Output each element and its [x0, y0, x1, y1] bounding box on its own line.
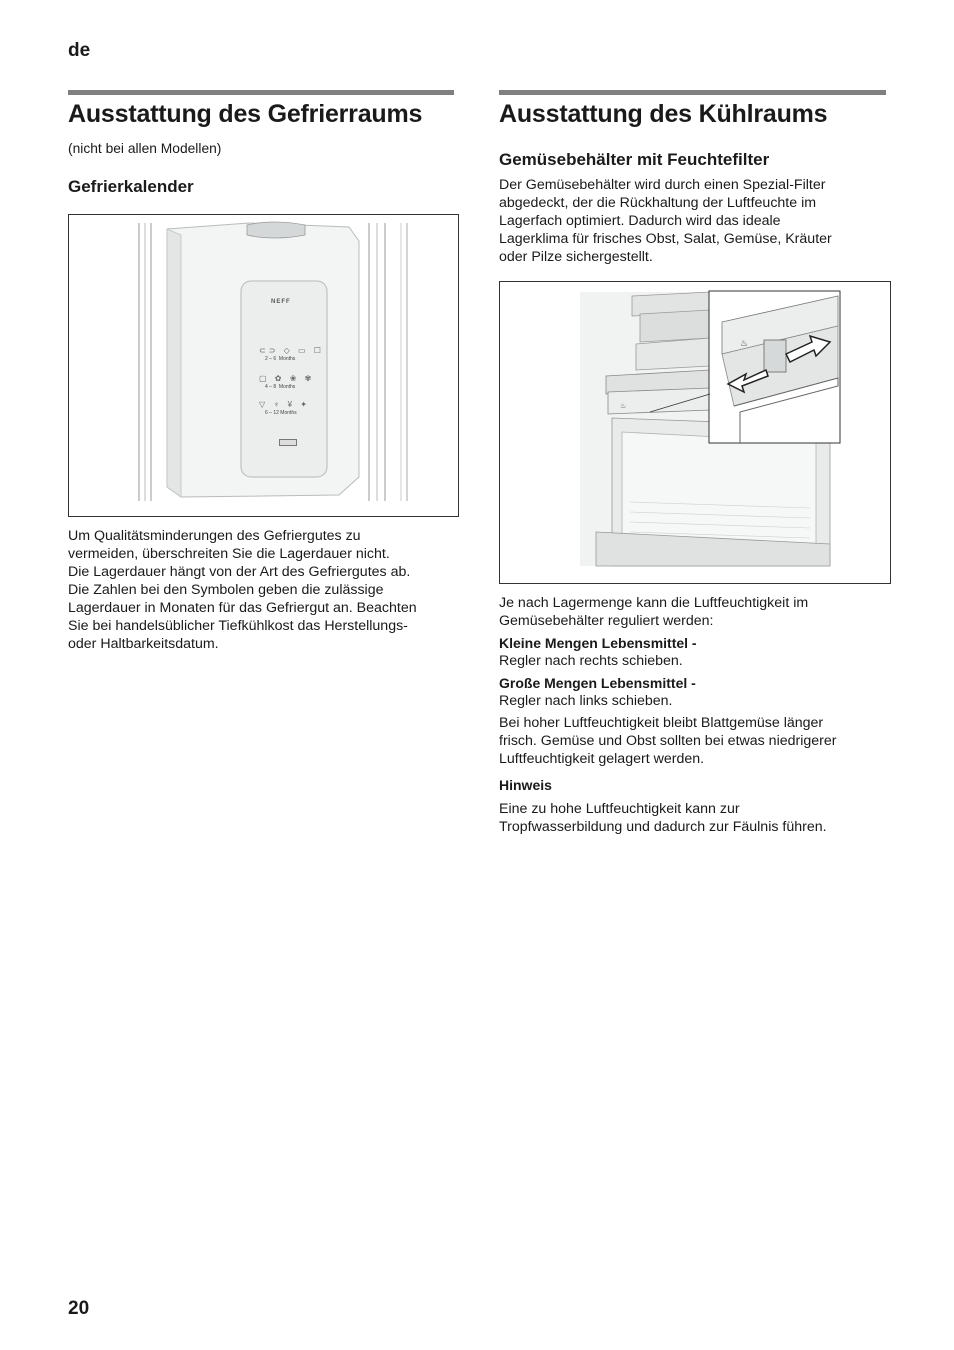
language-label: de [68, 40, 91, 61]
svg-text:♨: ♨ [740, 338, 749, 348]
vegetable-container-heading: Gemüsebehälter mit Feuchtefilter [499, 150, 770, 169]
paragraph-line: vermeiden, überschreiten Sie die Lagerdauer nicht. [68, 546, 390, 562]
freezer-calendar-figure [68, 214, 459, 517]
months-label-2: 4 – 8 Months [265, 384, 296, 390]
left-title-rule [68, 90, 454, 95]
paragraph-line: Luftfeuchtigkeit gelagert werden. [499, 751, 705, 767]
svg-text:♨: ♨ [620, 403, 627, 410]
paragraph-line: Gemüsebehälter reguliert werden: [499, 613, 714, 629]
right-title-rule [499, 90, 886, 95]
paragraph-line: Eine zu hohe Luftfeuchtigkeit kann zur [499, 801, 740, 817]
left-page-title: Ausstattung des Gefrierraums [68, 100, 423, 128]
freezer-calendar-illustration [69, 215, 458, 516]
small-quantities-text: Regler nach rechts schieben. [499, 653, 683, 669]
humidity-intro [499, 594, 891, 630]
vegetable-drawer-illustration [500, 282, 890, 583]
vegetable-container-figure [499, 281, 891, 584]
paragraph-line: frisch. Gemüse und Obst sollten bei etwas niedrigerer [499, 733, 837, 749]
months-label-3: 6 – 12 Months [265, 410, 297, 416]
hint-text [499, 800, 891, 836]
paragraph-line: Tropfwasserbildung und dadurch zur Fäulnis führen. [499, 819, 827, 835]
paragraph-line: Bei hoher Luftfeuchtigkeit bleibt Blattgemüse länger [499, 715, 824, 731]
left-subtitle: (nicht bei allen Modellen) [68, 141, 222, 156]
paragraph-line: Sie bei handelsüblicher Tiefkühlkost das Herstellungs- [68, 618, 408, 634]
food-icons-row-2: ▢ ✿ ❀ ✾ [259, 374, 315, 383]
paragraph-line: Lagerfach optimiert. Dadurch wird das ideale [499, 213, 781, 229]
brand-logo-text: NEFF [271, 299, 291, 305]
right-page-title: Ausstattung des Kühlraums [499, 100, 828, 128]
large-quantities-label: Große Mengen Lebensmittel - [499, 675, 696, 691]
paragraph-line: oder Pilze sichergestellt. [499, 249, 653, 265]
paragraph-line: Lagerdauer in Monaten für das Gefriergut an. Beachten [68, 600, 417, 616]
hint-label: Hinweis [499, 777, 552, 793]
paragraph-line: Die Zahlen bei den Symbolen geben die zulässige [68, 582, 384, 598]
page-number: 20 [68, 1298, 90, 1319]
large-quantities-text: Regler nach links schieben. [499, 693, 673, 709]
calendar-indicator [279, 439, 297, 446]
vegetable-container-intro [499, 176, 891, 266]
freezer-calendar-heading: Gefrierkalender [68, 177, 194, 196]
paragraph-line: Der Gemüsebehälter wird durch einen Spezial-Filter [499, 177, 826, 193]
food-icons-row-1: ⊂⊃ ◇ ▭ ☐ [259, 346, 324, 355]
small-quantities-label: Kleine Mengen Lebensmittel - [499, 635, 697, 651]
food-icons-row-3: ▽ ♆ ¥ ✦ [259, 400, 310, 409]
paragraph-line: oder Haltbarkeitsdatum. [68, 636, 219, 652]
freezer-calendar-paragraph [68, 527, 460, 653]
months-label-1: 2 – 6 Months [265, 356, 296, 362]
paragraph-line: Lagerklima für frisches Obst, Salat, Gemüse, Kräuter [499, 231, 832, 247]
paragraph-line: Die Lagerdauer hängt von der Art des Gefriergutes ab. [68, 564, 411, 580]
paragraph-line: abgedeckt, der die Rückhaltung der Luftfeuchte im [499, 195, 817, 211]
paragraph-line: Je nach Lagermenge kann die Luftfeuchtigkeit im [499, 595, 809, 611]
humidity-note [499, 714, 891, 768]
paragraph-line: Um Qualitätsminderungen des Gefriergutes zu [68, 528, 361, 544]
